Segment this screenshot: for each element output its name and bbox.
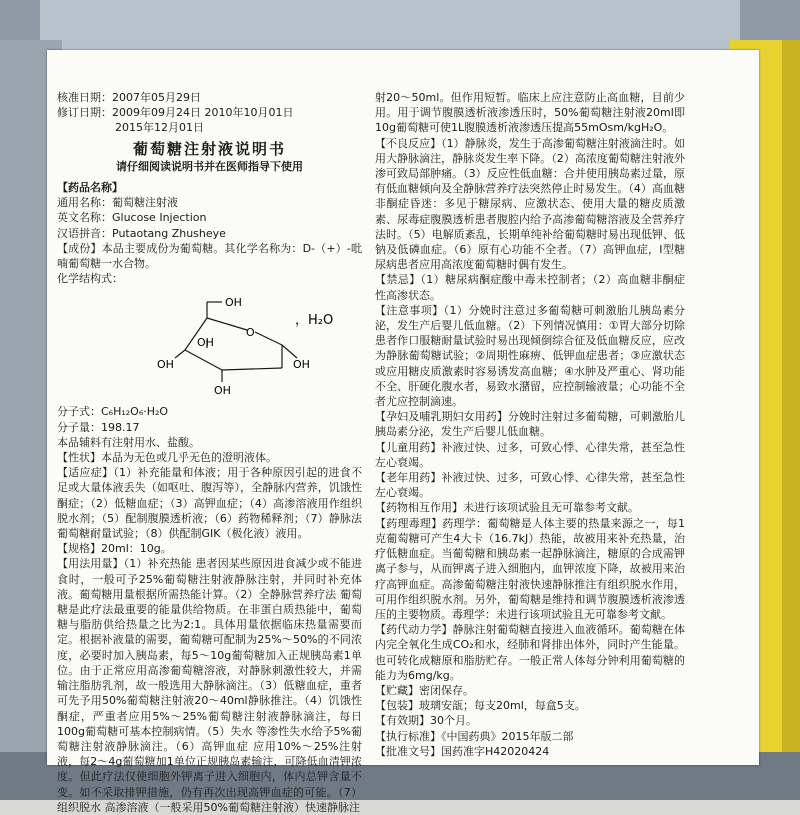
section-standard: 【执行标准】《中国药典》2015年版二部 — [375, 729, 574, 743]
label-oh-top: OH — [225, 296, 242, 310]
label-oh-bottom: OH — [214, 384, 231, 398]
section-storage: 【贮藏】密闭保存。 — [375, 683, 474, 697]
section-interactions: 【药物相互作用】未进行该项试验且无可靠参考文献。 — [375, 501, 639, 515]
bond-c3-c2 — [222, 368, 282, 370]
chemical-structure — [57, 290, 362, 400]
section-dosage: 【用法用量】（1）补充热能 患者因某些原因进食减少或不能进食时，一般可予25%葡萄糖注射液静脉注射，并同时补充体液。葡萄糖用量根据所需热能计算。（2）全静脉营养疗法 葡萄糖是此疗法最重要的能量供给物质。在非蛋白质热能中，葡萄糖与脂肪供给热量之比为2:1。具体用量依据临床热量需要而定。根据补液量的需要，葡萄糖可配制为25%～50%的不同浓度，必要时加入胰岛素，每5～10g葡萄糖加入正规胰岛素1单位。由于正常应用高渗葡萄糖溶液，对静脉刺激性较大，并需输注脂肪乳剂，故一般选用大静脉滴注。（3）低糖血症，重者可先予用50%葡萄糖注射液20～40ml静脉推注。（4）饥饿性酮症，严重者应用5%～25%葡萄糖注射液静脉滴注，每日100g葡萄糖可基本控制病情。（5）失水 等渗性失水给予5%葡萄糖注射液静脉滴注。（6）高钾血症 应用10%～25%注射液，每2～4g葡萄糖加1单位正规胰岛素输注，可降低血清钾浓度。但此疗法仅使细胞外钾离子进入细胞内，体内总钾含量不变。如不采取排钾措施，仍有再次出现高钾血症的可能。（7）组织脱水 高渗溶液（一般采用50%葡萄糖注射液）快速静脉注 — [57, 557, 362, 814]
section-properties: 【性状】本品为无色或几乎无色的澄明液体。 — [57, 451, 277, 465]
pinyin-name: 汉语拼音：Putaotang Zhusheye — [57, 226, 226, 240]
ring-bonds — [175, 302, 297, 382]
approval-date-value: 2007年05月29日 — [112, 91, 201, 104]
section-toxicology: 【药理毒理】药理学：葡萄糖是人体主要的热量来源之一，每1克葡萄糖可产生4大卡（16.7kJ）热能，故被用来补充热量，治疗低糖血症。当葡萄糖和胰岛素一起静脉滴注，糖原的合成需钾离子参与，从而钾离子进入细胞内，血钾浓度下降，故被用来治疗高钾血症。高渗葡萄糖注射液快速静脉推注有组织脱水作用，可用作组织脱水剂。另外，葡萄糖是维持和调节腹膜透析液渗透压的主要物质。毒理学：未进行该项试验且无可靠参考文献。 — [375, 516, 685, 621]
section-precautions: 【注意事项】（1）分娩时注意过多葡萄糖可刺激胎儿胰岛素分泌，发生产后婴儿低血糖。（2）下列情况慎用：①胃大部分切除患者作口服糖耐量试验时易出现倾倒综合征及低血糖反应，应改为静脉葡萄糖试验；②周期性麻痹、低钾血症患者；③应激状态或应用糖皮质激素时容易诱发高血糖；④水肿及严重心、肾功能不全、肝硬化腹水者，易致水潴留，应控制输液量；心功能不全者尤应控制滴速。 — [375, 303, 685, 409]
left-column — [57, 90, 362, 815]
composition-text: 【成份】本品主要成份为葡萄糖。其化学名称为：D-（+）-吡喃葡萄糖一水合物。 — [57, 241, 362, 271]
box-top-inner-flap — [40, 0, 740, 52]
document-title: 葡萄糖注射液说明书 — [132, 139, 286, 158]
approval-date-row — [57, 90, 362, 105]
generic-name: 通用名称：葡萄糖注射液 — [57, 196, 178, 210]
revision-date-row-2 — [57, 120, 362, 135]
section-approval-number: 【批准文号】国药准字H42020424 — [375, 744, 550, 758]
section-children: 【儿童用药】补液过快、过多，可致心悸、心律失常，甚至急性左心衰竭。 — [375, 440, 685, 469]
revision-date-value-1: 2009年09月24日 2010年10月01日 — [112, 106, 294, 120]
drug-name-heading: 【药品名称】 — [57, 181, 123, 195]
label-h2o: ，H₂O — [295, 313, 334, 329]
label-oh-mid: OH — [197, 336, 214, 350]
excipients: 本品辅料有注射用水、盐酸。 — [57, 435, 200, 449]
document-subtitle: 请仔细阅读说明书并在医师指导下使用 — [116, 159, 303, 173]
revision-date-label: 修订日期： — [57, 106, 112, 120]
section-pregnancy: 【孕妇及哺乳期妇女用药】分娩时注射过多葡萄糖，可刺激胎儿胰岛素分泌，发生产后婴儿低血糖。 — [375, 410, 685, 439]
section-indications: 【适应症】（1）补充能量和体液；用于各种原因引起的进食不足或大量体液丢失（如呕吐、腹泻等），全静脉内营养，饥饿性酮症；（2）低糖血症；（3）高钾血症；（4）高渗溶液用作组织脱水剂；（5）配制腹膜透析液；（6）药物稀释剂；（7）静脉法葡萄糖耐量试验；（8）供配制GIK（极化液）液用。 — [57, 466, 362, 541]
section-contraindications: 【禁忌】（1）糖尿病酮症酸中毒未控制者；（2）高血糖非酮症性高渗状态。 — [375, 273, 685, 302]
english-name: 英文名称：Glucose Injection — [57, 211, 207, 225]
section-specs: 【规格】20ml：10g。 — [57, 542, 172, 556]
bond-ring-o-left — [207, 318, 247, 330]
molecular-weight: 分子量：198.17 — [57, 420, 140, 434]
molecular-formula: 分子式：C₆H₁₂O₆·H₂O — [57, 405, 169, 419]
label-oh-left: OH — [157, 358, 174, 372]
bond-ring-o-right — [255, 332, 282, 345]
bond-oh-left — [175, 350, 185, 358]
section-adverse-reactions: 【不良反应】（1）静脉炎，发生于高渗葡萄糖注射液滴注时。如用大静脉滴注，静脉炎发生率下降。（2）高浓度葡萄糖注射液外渗可致局部肿痛。（3）反应性低血糖：合并使用胰岛素过量，原有低血糖倾向及全静脉营养疗法突然停止时易发生。（4）高血糖非酮症昏迷：多见于糖尿病、应激状态、使用大量的糖皮质激素、尿毒症腹膜透析患者腹腔内给予高渗葡萄糖溶液及全营养疗法时。（5）电解质紊乱，长期单纯补给葡萄糖时易出现低钾、低钠及低磷血症。（6）原有心功能不全者。（7）高钾血症，I型糖尿病患者应用高浓度葡萄糖时偶有发生。 — [375, 136, 685, 272]
section-validity: 【有效期】30个月。 — [375, 714, 477, 728]
approval-date-label: 核准日期： — [57, 91, 112, 104]
bond-oh-right — [282, 345, 297, 358]
section-elderly: 【老年用药】补液过快、过多，可致心悸、心律失常，甚至急性左心衰竭。 — [375, 471, 685, 500]
bond-c4-c3 — [185, 350, 222, 370]
section-package: 【包装】玻璃安瓿；每支20ml，每盒5支。 — [375, 699, 586, 713]
section-pharmacokinetics: 【药代动力学】静脉注射葡萄糖直接进入血液循环。葡萄糖在体内完全氧化生成CO₂和水，经肺和肾排出体外，同时产生能量。也可转化成糖原和脂肪贮存。一般正常人体每分钟利用葡萄糖的能力为6mg/kg。 — [375, 623, 685, 682]
box-right-stripe — [782, 40, 800, 800]
right-column — [375, 90, 685, 759]
section-dosage-continued: 射20～50ml。但作用短暂。临床上应注意防止高血糖，目前少用。用于调节腹膜透析液渗透压时，50%葡萄糖注射液20ml即10g葡萄糖可使1L腹膜透析液渗透压提高55mOsm/kgH₂O。 — [375, 91, 685, 135]
structure-label: 化学结构式： — [57, 272, 123, 286]
revision-date-value-2: 2015年12月01日 — [115, 121, 204, 135]
label-oh-right: OH — [293, 358, 310, 372]
glucose-structure-diagram — [57, 290, 362, 400]
label-ring-o: O — [246, 326, 255, 340]
revision-date-row — [57, 105, 362, 120]
